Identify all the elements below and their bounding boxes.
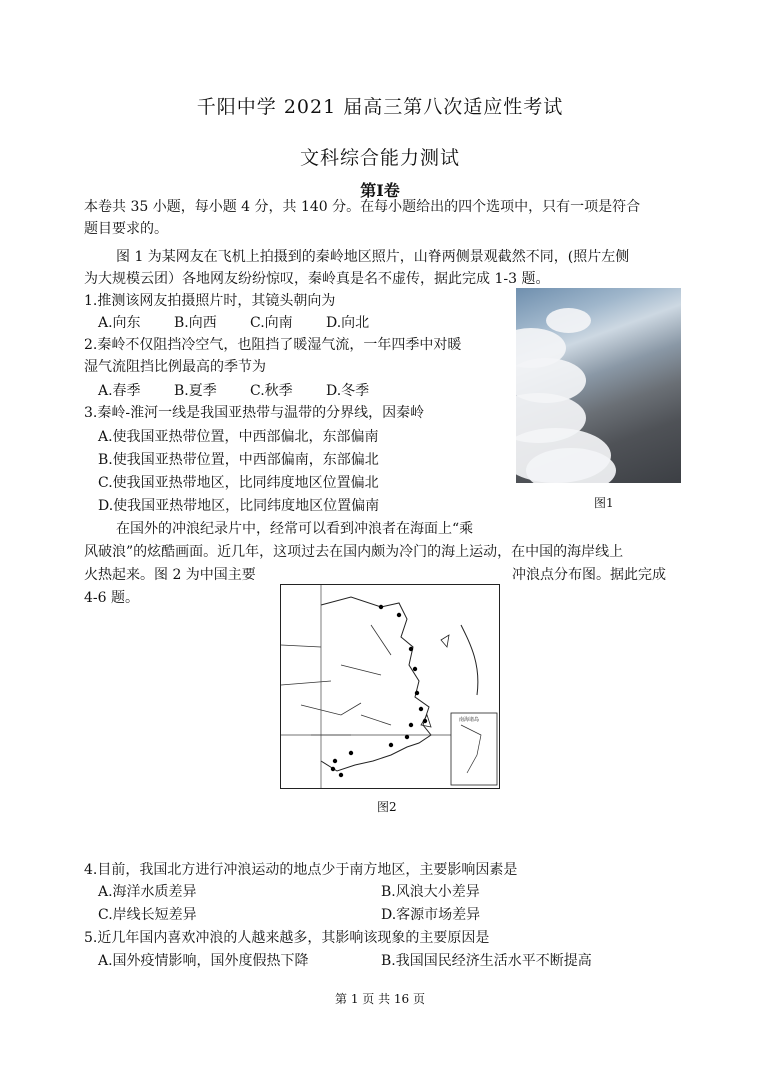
figure-2-map [280, 584, 500, 789]
q4-option-a: A.海洋水质差异 [98, 884, 197, 900]
exam-title: 千阳中学 2021 届高三第八次适应性考试 [196, 96, 564, 118]
q2-option-d: D.冬季 [326, 383, 370, 399]
q1-option-c: C.向南 [250, 315, 293, 331]
figure-2-caption: 图2 [377, 800, 397, 814]
passage2-line-1: 在国外的冲浪纪录片中，经常可以看到冲浪者在海面上“乘 [116, 521, 474, 537]
passage2-line-2: 风破浪”的炫酷画面。近几年，这项过去在国内颇为冷门的海上运动，在中国的海岸线上 [84, 544, 624, 560]
passage1-line-2: 为大规模云团）各地网友纷纷惊叹，秦岭真是名不虚传，据此完成 1-3 题。 [84, 271, 550, 287]
china-coast-map [281, 585, 499, 788]
q3-option-a: A.使我国亚热带位置，中西部偏北，东部偏南 [98, 429, 379, 445]
q2-stem-line-2: 湿气流阻挡比例最高的季节为 [84, 359, 266, 375]
q3-option-d: D.使我国亚热带地区，比同纬度地区位置偏南 [98, 498, 380, 514]
passage2-line-3a: 火热起来。图 2 为中国主要 [84, 567, 256, 583]
passage2-line-3b: 冲浪点分布图。据此完成 [512, 567, 666, 583]
q4-stem: 4.目前，我国北方进行冲浪运动的地点少于南方地区，主要影响因素是 [84, 862, 518, 878]
intro-line-1: 本卷共 35 小题，每小题 4 分，共 140 分。在每小题给出的四个选项中，只有一项是符合 [84, 199, 641, 215]
q1-option-a: A.向东 [98, 315, 141, 331]
q2-stem-line-1: 2.秦岭不仅阻挡冷空气，也阻挡了暖湿气流，一年四季中对暖 [84, 337, 462, 353]
q2-option-c: C.秋季 [250, 383, 293, 399]
q5-option-a: A.国外疫情影响，国外度假热下降 [98, 953, 309, 969]
q4-option-d: D.客源市场差异 [381, 907, 481, 923]
q4-option-b: B.风浪大小差异 [381, 884, 480, 900]
q3-option-c: C.使我国亚热带地区，比同纬度地区位置偏北 [98, 475, 379, 491]
passage2-line-4: 4-6 题。 [84, 590, 139, 606]
figure-1-photo [516, 288, 681, 483]
map-inset-label: 南海诸岛 [459, 717, 480, 723]
q1-option-b: B.向西 [174, 315, 217, 331]
passage1-line-1: 图 1 为某网友在飞机上拍摄到的秦岭地区照片，山脊两侧景观截然不同，(照片左侧 [116, 249, 630, 265]
q2-option-a: A.春季 [98, 383, 141, 399]
intro-line-2: 题目要求的。 [84, 221, 168, 237]
figure-1-caption: 图1 [594, 496, 614, 510]
q5-stem: 5.近几年国内喜欢冲浪的人越来越多，其影响该现象的主要原因是 [84, 930, 490, 946]
q2-option-b: B.夏季 [174, 383, 217, 399]
q1-stem: 1.推测该网友拍摄照片时，其镜头朝向为 [84, 293, 336, 309]
q1-option-d: D.向北 [326, 315, 370, 331]
exam-subtitle: 文科综合能力测试 [299, 147, 460, 169]
q5-option-b: B.我国国民经济生活水平不断提高 [381, 953, 592, 969]
q4-option-c: C.岸线长短差异 [98, 907, 197, 923]
q3-stem: 3.秦岭-淮河一线是我国亚热带与温带的分界线，因秦岭 [84, 405, 425, 421]
section-heading: 第Ⅰ卷 [360, 181, 400, 200]
q3-option-b: B.使我国亚热带位置，中西部偏南，东部偏北 [98, 452, 379, 468]
page-footer: 第 1 页 共 16 页 [335, 992, 425, 1006]
